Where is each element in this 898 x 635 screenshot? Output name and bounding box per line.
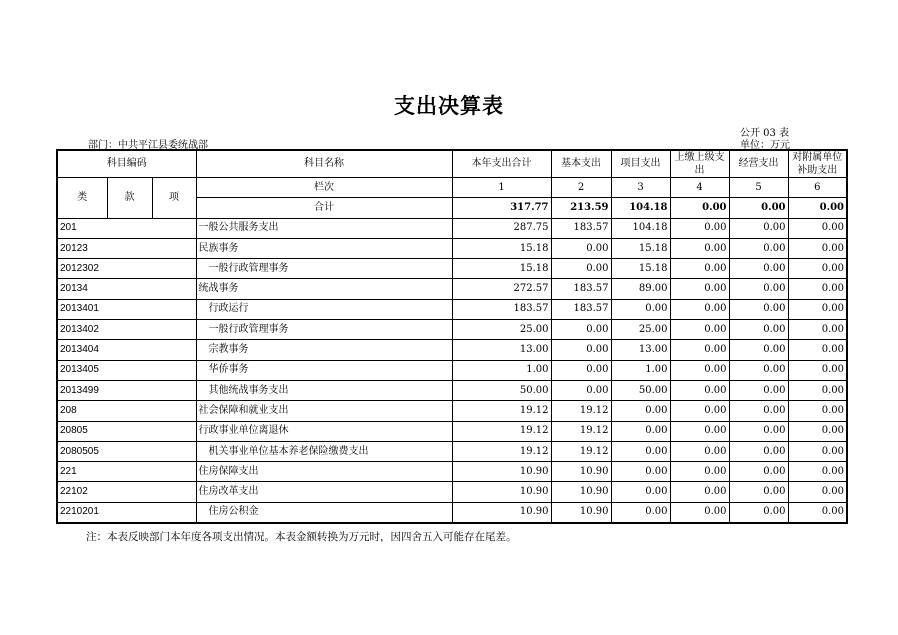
table-row: [57, 360, 847, 380]
row-code: 2013404: [57, 340, 196, 360]
row-value: 0.00: [788, 482, 847, 502]
table-row: [57, 279, 847, 299]
row-value: 0.00: [788, 421, 847, 441]
row-value: 183.57: [551, 299, 611, 319]
sum-value: 0.00: [670, 198, 729, 218]
table-row: [57, 502, 847, 523]
row-value: 0.00: [729, 482, 788, 502]
column-number-row: [57, 178, 847, 198]
row-value: 0.00: [670, 320, 729, 340]
row-value: 0.00: [729, 360, 788, 380]
row-name: 一般公共服务支出: [196, 218, 452, 238]
col-num: 2: [551, 178, 611, 198]
row-value: 1.00: [452, 360, 551, 380]
row-value: 0.00: [729, 462, 788, 482]
sum-value: 317.77: [452, 198, 551, 218]
row-code: 2080505: [57, 441, 196, 461]
row-name: 民族事务: [196, 238, 452, 258]
row-value: 25.00: [452, 320, 551, 340]
row-value: 0.00: [551, 320, 611, 340]
row-name: 其他统战事务支出: [196, 380, 452, 400]
row-code: 20805: [57, 421, 196, 441]
row-value: 50.00: [452, 380, 551, 400]
table-row: [57, 380, 847, 400]
row-value: 0.00: [670, 441, 729, 461]
row-value: 0.00: [729, 441, 788, 461]
row-value: 0.00: [729, 259, 788, 279]
row-value: 13.00: [452, 340, 551, 360]
row-value: 0.00: [670, 259, 729, 279]
table-row: [57, 421, 847, 441]
row-value: 10.90: [551, 462, 611, 482]
row-code: 20134: [57, 279, 196, 299]
row-value: 0.00: [611, 299, 670, 319]
row-value: 183.57: [551, 279, 611, 299]
table-row: [57, 441, 847, 461]
row-value: 0.00: [611, 462, 670, 482]
header-basic: 基本支出: [551, 150, 611, 178]
row-code: 22102: [57, 482, 196, 502]
row-value: 0.00: [551, 340, 611, 360]
table-row: [57, 482, 847, 502]
header-lei: 类: [57, 178, 107, 219]
row-value: 19.12: [551, 441, 611, 461]
sum-value: 104.18: [611, 198, 670, 218]
row-value: 10.90: [551, 482, 611, 502]
table-row: [57, 259, 847, 279]
sum-label: 合计: [196, 198, 452, 218]
row-value: 0.00: [788, 360, 847, 380]
row-value: 0.00: [788, 279, 847, 299]
col-num: 5: [729, 178, 788, 198]
col-num: 4: [670, 178, 729, 198]
row-name: 住房改革支出: [196, 482, 452, 502]
col-num: 3: [611, 178, 670, 198]
row-value: 0.00: [788, 340, 847, 360]
row-value: 0.00: [551, 238, 611, 258]
row-value: 0.00: [729, 340, 788, 360]
row-value: 0.00: [670, 218, 729, 238]
col-num: 1: [452, 178, 551, 198]
row-value: 19.12: [452, 401, 551, 421]
row-value: 0.00: [729, 502, 788, 523]
header-code-group: 科目编码: [57, 150, 196, 178]
row-code: 2210201: [57, 502, 196, 523]
row-value: 15.18: [611, 238, 670, 258]
row-value: 10.90: [452, 462, 551, 482]
row-code: 20123: [57, 238, 196, 258]
row-value: 0.00: [670, 380, 729, 400]
row-value: 0.00: [551, 360, 611, 380]
row-value: 15.18: [452, 259, 551, 279]
table-row: [57, 299, 847, 319]
row-value: 0.00: [551, 259, 611, 279]
row-value: 0.00: [788, 218, 847, 238]
unit-label: 单位：万元: [740, 140, 790, 151]
row-value: 0.00: [729, 421, 788, 441]
row-value: 0.00: [551, 380, 611, 400]
table-row: [57, 462, 847, 482]
row-value: 0.00: [729, 218, 788, 238]
row-name: 一般行政管理事务: [196, 320, 452, 340]
row-value: 104.18: [611, 218, 670, 238]
row-value: 0.00: [729, 380, 788, 400]
header-name: 科目名称: [196, 150, 452, 178]
page-title: 支出决算表: [394, 94, 504, 118]
header-upper: 上缴上级支出: [670, 150, 729, 178]
row-value: 10.90: [452, 482, 551, 502]
row-value: 13.00: [611, 340, 670, 360]
row-label-lanci: 栏次: [196, 178, 452, 198]
row-code: 2012302: [57, 259, 196, 279]
row-code: 221: [57, 462, 196, 482]
row-value: 0.00: [611, 482, 670, 502]
row-value: 10.90: [551, 502, 611, 523]
row-name: 社会保障和就业支出: [196, 401, 452, 421]
row-value: 0.00: [670, 482, 729, 502]
row-name: 行政运行: [196, 299, 452, 319]
row-value: 0.00: [788, 502, 847, 523]
table-row: [57, 340, 847, 360]
row-code: 201: [57, 218, 196, 238]
footnote: 注：本表反映部门本年度各项支出情况。本表金额转换为万元时，因四舍五入可能存在尾差。: [86, 531, 517, 543]
row-value: 25.00: [611, 320, 670, 340]
row-value: 0.00: [670, 502, 729, 523]
header-row: [57, 150, 847, 178]
row-value: 0.00: [788, 299, 847, 319]
row-value: 89.00: [611, 279, 670, 299]
row-name: 机关事业单位基本养老保险缴费支出: [196, 441, 452, 461]
header-kuan: 款: [107, 178, 152, 219]
row-value: 183.57: [551, 218, 611, 238]
row-value: 0.00: [670, 340, 729, 360]
row-value: 1.00: [611, 360, 670, 380]
row-name: 一般行政管理事务: [196, 259, 452, 279]
header-project: 项目支出: [611, 150, 670, 178]
row-value: 0.00: [729, 238, 788, 258]
row-value: 0.00: [670, 462, 729, 482]
row-value: 0.00: [670, 360, 729, 380]
row-value: 0.00: [788, 462, 847, 482]
table-row: [57, 320, 847, 340]
row-code: 2013401: [57, 299, 196, 319]
header-xiang: 项: [152, 178, 196, 219]
row-value: 19.12: [452, 441, 551, 461]
row-name: 宗教事务: [196, 340, 452, 360]
form-number: 公开 03 表: [740, 128, 790, 139]
row-value: 0.00: [788, 320, 847, 340]
row-value: 0.00: [788, 441, 847, 461]
table-row: [57, 238, 847, 258]
row-value: 0.00: [611, 441, 670, 461]
col-num: 6: [788, 178, 847, 198]
table-row: [57, 218, 847, 238]
row-value: 10.90: [452, 502, 551, 523]
row-value: 0.00: [788, 380, 847, 400]
row-value: 0.00: [729, 320, 788, 340]
row-value: 19.12: [551, 421, 611, 441]
row-value: 0.00: [611, 401, 670, 421]
row-value: 0.00: [729, 299, 788, 319]
row-name: 住房公积金: [196, 502, 452, 523]
row-value: 0.00: [670, 401, 729, 421]
row-name: 华侨事务: [196, 360, 452, 380]
row-value: 287.75: [452, 218, 551, 238]
sum-value: 0.00: [788, 198, 847, 218]
row-value: 0.00: [729, 279, 788, 299]
row-code: 2013499: [57, 380, 196, 400]
row-value: 0.00: [670, 299, 729, 319]
row-value: 272.57: [452, 279, 551, 299]
row-value: 0.00: [788, 238, 847, 258]
sum-value: 0.00: [729, 198, 788, 218]
header-business: 经营支出: [729, 150, 788, 178]
row-value: 50.00: [611, 380, 670, 400]
header-total: 本年支出合计: [452, 150, 551, 178]
table-row: [57, 401, 847, 421]
row-value: 0.00: [611, 502, 670, 523]
row-code: 2013402: [57, 320, 196, 340]
row-value: 19.12: [551, 401, 611, 421]
row-name: 住房保障支出: [196, 462, 452, 482]
row-value: 15.18: [611, 259, 670, 279]
row-code: 2013405: [57, 360, 196, 380]
row-value: 0.00: [788, 401, 847, 421]
row-value: 0.00: [788, 259, 847, 279]
row-value: 0.00: [670, 279, 729, 299]
row-name: 统战事务: [196, 279, 452, 299]
row-value: 0.00: [729, 401, 788, 421]
row-value: 15.18: [452, 238, 551, 258]
row-value: 0.00: [611, 421, 670, 441]
sum-value: 213.59: [551, 198, 611, 218]
row-name: 行政事业单位离退休: [196, 421, 452, 441]
row-value: 19.12: [452, 421, 551, 441]
row-value: 0.00: [670, 238, 729, 258]
row-value: 0.00: [670, 421, 729, 441]
header-subsidiary: 对附属单位补助支出: [788, 150, 847, 178]
row-code: 208: [57, 401, 196, 421]
department-label: 部门：中共平江县委统战部: [88, 140, 208, 151]
expenditure-table: [56, 149, 848, 524]
row-value: 183.57: [452, 299, 551, 319]
